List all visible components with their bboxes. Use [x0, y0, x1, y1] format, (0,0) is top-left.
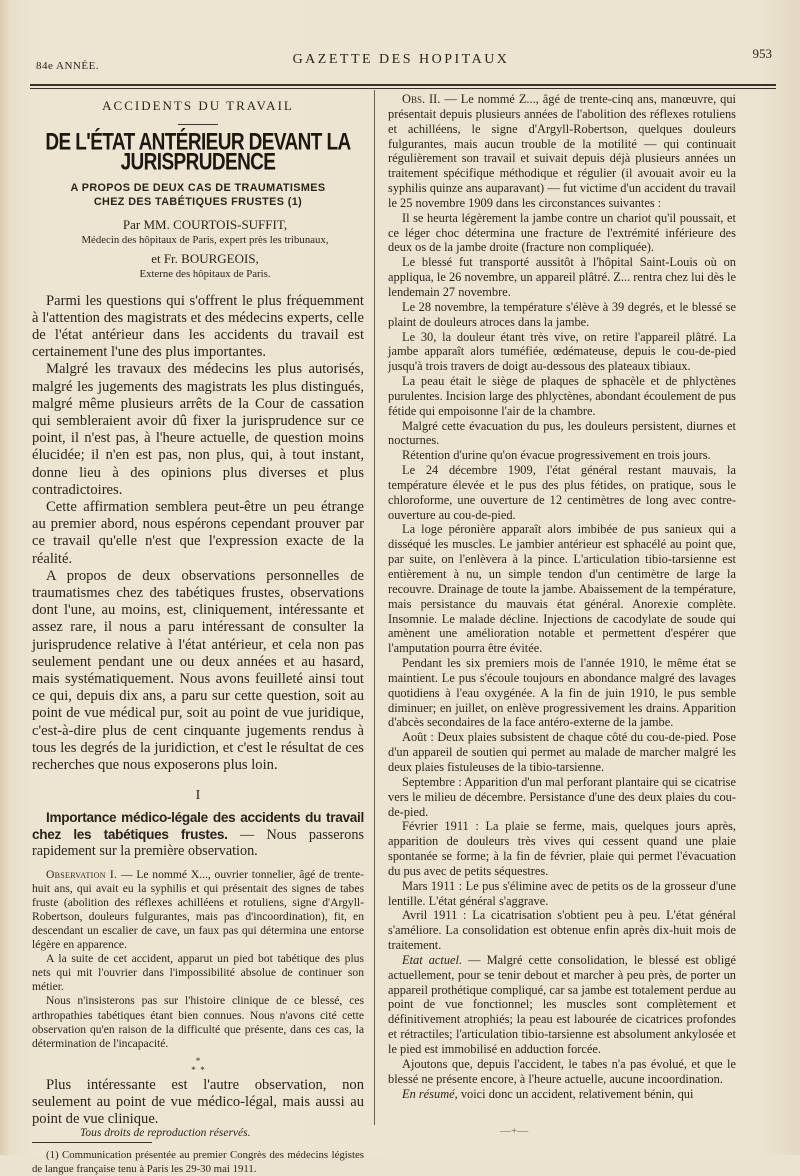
observation-2-label: Obs. II. — [402, 92, 441, 106]
observation-1-label: Observation I. — [46, 867, 118, 881]
paragraph: Avril 1911 : La cicatrisation s'obtient peu à peu. L'état général s'améliore. La consolidation est obtenue enfin après dix-huit mois de traitement. — [388, 908, 736, 953]
en-resume-label: En résumé, — [402, 1086, 458, 1101]
paragraph — [32, 868, 364, 953]
paragraph: Malgré les travaux des médecins les plus autorisés, malgré les jugements des magistrats les plus distingués, malgré même plusieurs arrêts de la Cour de cassation qui sembleraient avoir dû fixer la jurisprudence sur ce point, il n'est pas, à l'heure actuelle, de question moins élucidée; il n'en est pas, non plus, qui, à tout instant, donne lieu à des opinions plus diverses et plus contradictoires. — [32, 361, 364, 498]
footnote-rule — [32, 1142, 152, 1143]
paragraph: La peau était le siège de plaques de sphacèle et de phlyctènes purulentes. Incision large des phlyctènes, abondant écoulement de pus fétide qui empoisonne l'air de la chambre. — [388, 374, 736, 418]
paragraph: Février 1911 : La plaie se ferme, mais, quelques jours après, apparition de douleurs très vives qui cessent quand une plaie spontanée se forme; à la fin de février, plaie qui permet l'évacuation du pus avec de petits séquestres. — [388, 819, 736, 878]
article-subtitle — [32, 181, 364, 209]
intro-text — [32, 293, 364, 775]
title-rule — [178, 124, 218, 125]
subtitle-line-1: A PROPOS DE DEUX CAS DE TRAUMATISMES — [70, 181, 326, 194]
author-2-affiliation: Externe des hôpitaux de Paris. — [139, 267, 271, 280]
journal-title: GAZETTE DES HOPITAUX — [292, 52, 510, 67]
page-number: 953 — [752, 46, 772, 61]
rights-notice: Tous droits de reproduction réservés. — [80, 1127, 251, 1139]
etat-actuel-label: Etat actuel. — [402, 952, 463, 967]
issue-year: 84e ANNÉE. — [36, 60, 100, 72]
column-divider — [374, 90, 375, 1125]
header-rule — [30, 84, 776, 86]
paragraph: Le blessé fut transporté aussitôt à l'hôpital Saint-Louis où on appliqua, le 26 novembre, un appareil plâtré. Z... rentra chez lui dès le lendemain 27 novembre. — [388, 255, 736, 299]
section-number: I — [195, 788, 201, 804]
paragraph: Plus intéressante est l'autre observation, non seulement au point de vue médico-légal, mais aussi au point de vue clinique. — [32, 1076, 364, 1128]
paragraph: La loge péronière apparaît alors imbibée de pus sanieux qui a disséqué les muscles. Le jambier antérieur est sphacélé au point que, par suite, on l'enlèvera à la pince. L'articulation tibio-tarsienne est entièrement à nu, un simple tendon d'un centimètre de large la recouvre. Drainage de toute la jambe. Abaissement de la température, mais persistance du mauvais état général. Anorexie complète. Insomnie. Le malade décline. Injections de cacodylate de soude qui amènent une amélioration notable et permettent d'espérer que l'amputation pourra être évitée. — [388, 522, 736, 656]
paragraph: Ajoutons que, depuis l'accident, le tabes n'a pas évolué, et que le blessé ne présente encore, à l'heure actuelle, aucune incoordination. — [388, 1056, 736, 1086]
paragraph: Il se heurta légèrement la jambe contre un chariot qu'il poussait, et ce léger choc détermina une fracture de l'extrémité inférieure des deux os de la jambe droite (fracture non compliquée). — [388, 210, 736, 255]
article-title: DE L'ÉTAT ANTÉRIEUR DEVANT LA JURISPRUDENCE — [45, 129, 351, 176]
footnote: (1) Communication présentée au premier Congrès des médecins légistes de langue française tenu à Paris les 29-30 mai 1911. — [32, 1149, 364, 1175]
paragraph: Le 30, la douleur étant très vive, on retire l'appareil plâtré. La jambe apparaît alors tuméfiée, œdémateuse, depuis le cou-de-pied jusqu'à trois travers de doigt au-dessous des plateaux tibiaux. — [388, 329, 736, 374]
author-1: Par MM. COURTOIS-SUFFIT, — [122, 216, 288, 232]
header-rule-thin — [30, 88, 776, 89]
paragraph: Mars 1911 : Le pus s'élimine avec de petits os de la grosseur d'une lentille. L'état général s'aggrave. — [388, 878, 736, 908]
observation-1-text: — Le nommé X..., ouvrier tonnelier, âgé de trente-huit ans, qui avait eu la syphilis et qui présentait des signes de tabes fruste (abolition des réflexes achilléens et rotuliens, signe d'Argyll-Robertson, douleurs fulgurantes, mais pas d'incoordination), fit, en descendant un escalier de cave, un faux pas qui détermina une entorse légère en apparence. — [32, 867, 364, 952]
paragraph: Septembre : Apparition d'un mal perforant plantaire qui se cicatrise vers le milieu de décembre. Persistance d'une des deux plaies du cou-de-pied. — [388, 774, 736, 819]
author-1-affiliation: Médecin des hôpitaux de Paris, expert près les tribunaux, — [81, 233, 329, 246]
paragraph: Cette affirmation semblera peut-être un peu étrange au premier abord, nous espérons cependant prouver par ce travail qu'elle n'est que l'expression exacte de la réalité. — [32, 498, 364, 567]
paragraph: Etat actuel. — Malgré cette consolidation, le blessé est obligé actuellement, pour se tenir debout et marcher à peu près, de porter un appareil prothétique compliqué, car sa jambe est totalement perdue au point de vue fonctionnel; les muscles sont complètement et définitivement atrophiés; la peau est labourée de cicatrices profondes et rétractiles; l'articulation tibio-tarsienne est absolument ankylosée et le pied est immobilisé en adduction forcée. — [388, 952, 736, 1056]
subtitle-line-2: CHEZ DES TABÉTIQUES FRUSTES (1) — [93, 195, 303, 208]
paragraph: A propos de deux observations personnelles de traumatismes chez des tabétiques frustes, observations dont l'une, au moins, est, cliniquement, intéressante et assez rare, il nous a paru intéressant de consulter la jurisprudence relative à l'état antérieur, et cela non pas seulement pendant une ou deux années et au hasard, mais systématiquement. Nous avons feuilleté ainsi tout ce qui, depuis dix ans, a paru sur cette question, soit au point de vue médical pur, soit au point de vue juridique, c'est-à-dire plus de cent cinquante jugements rendus à tous les degrés de la juridiction, et c'est le résultat de ces recherches que nous exposerons plus loin. — [32, 567, 364, 774]
section-heading: ACCIDENTS DU TRAVAIL — [102, 98, 294, 113]
right-column — [388, 92, 736, 1101]
paragraph: Nous n'insisterons pas sur l'histoire clinique de ce blessé, ces arthropathies tabétiques étant bien connues. Nous n'avons cité cette observation qu'en raison de la difficulté que présente, dans ces cas, la détermination de l'incapacité. — [32, 994, 364, 1050]
paragraph: A la suite de cet accident, apparut un pied bot tabétique des plus nets qui mit l'ouvrier dans l'impossibilité absolue de continuer son métier. — [32, 952, 364, 994]
section-title — [32, 810, 364, 860]
transition-text — [32, 1077, 364, 1129]
paragraph: Parmi les questions qui s'offrent le plus fréquemment à l'attention des magistrats et des médecins experts, celle de l'état antérieur dans les accidents du travail est certainement l'une des plus importantes. — [32, 292, 364, 361]
paragraph: Obs. II. — Le nommé Z..., âgé de trente-cinq ans, manœuvre, qui présentait depuis plusieurs années de l'abolition des réflexes rotuliens et achilléens, le signe d'Argyll-Robertson, quelques douleurs fulgurantes, mais aucun trouble de la motilité — qui continuait régulièrement son travail et suivait depuis déjà plusieurs années un traitement spécifique méthodique et régulier (il avouait avoir eu la syphilis quinze ans auparavant) — fut victime d'un accident du travail le 25 novembre 1909 dans les circonstances suivantes : — [388, 92, 736, 210]
author-2: et Fr. BOURGEOIS, — [151, 250, 259, 266]
paragraph: Août : Deux plaies subsistent de chaque côté du cou-de-pied. Pose d'un appareil de soutien qui permet au malade de marcher malgré les deux plaies fistuleuses de la tibio-tarsienne. — [388, 730, 736, 774]
continuation-mark: —+— — [500, 1125, 529, 1137]
section-title-bold: Importance médico-légale des accidents du travail chez les tabétiques frustes. — [32, 810, 364, 842]
paragraph: Malgré cette évacuation du pus, les douleurs persistent, diurnes et nocturnes. — [388, 418, 736, 448]
paragraph: Le 24 décembre 1909, l'état général restant mauvais, la température élevée et le pus des plus fétides, on pratique, sous le chloroforme, une ouverture de 12 centimètres de long avec contre-ouverture au cou-de-pied. — [388, 463, 736, 522]
paragraph: Le 28 novembre, la température s'élève à 39 degrés, et le blessé se plaint de douleurs atroces dans la jambe. — [388, 299, 736, 329]
asterism: * * * — [191, 1055, 205, 1075]
running-head — [30, 46, 772, 76]
paragraph: En résumé, voici donc un accident, relativement bénin, qui — [402, 1086, 694, 1101]
section-title-rest: — Nous passerons rapidement sur la première observation. — [32, 826, 364, 860]
observation-1 — [32, 868, 364, 1051]
left-column — [32, 92, 364, 1176]
paragraph: Rétention d'urine qu'on évacue progressivement en trois jours. — [402, 448, 711, 463]
paragraph: Pendant les six premiers mois de l'année 1910, le même état se maintient. Le pus s'écoule toujours en abondance malgré des lavages quotidiens à l'eau oxygénée. A la fin de juin 1910, le pus semble diminuer; en juillet, on enlève progressivement les drains. Apparition d'abcès secondaires de la face antéro-externe de la jambe. — [388, 656, 736, 730]
